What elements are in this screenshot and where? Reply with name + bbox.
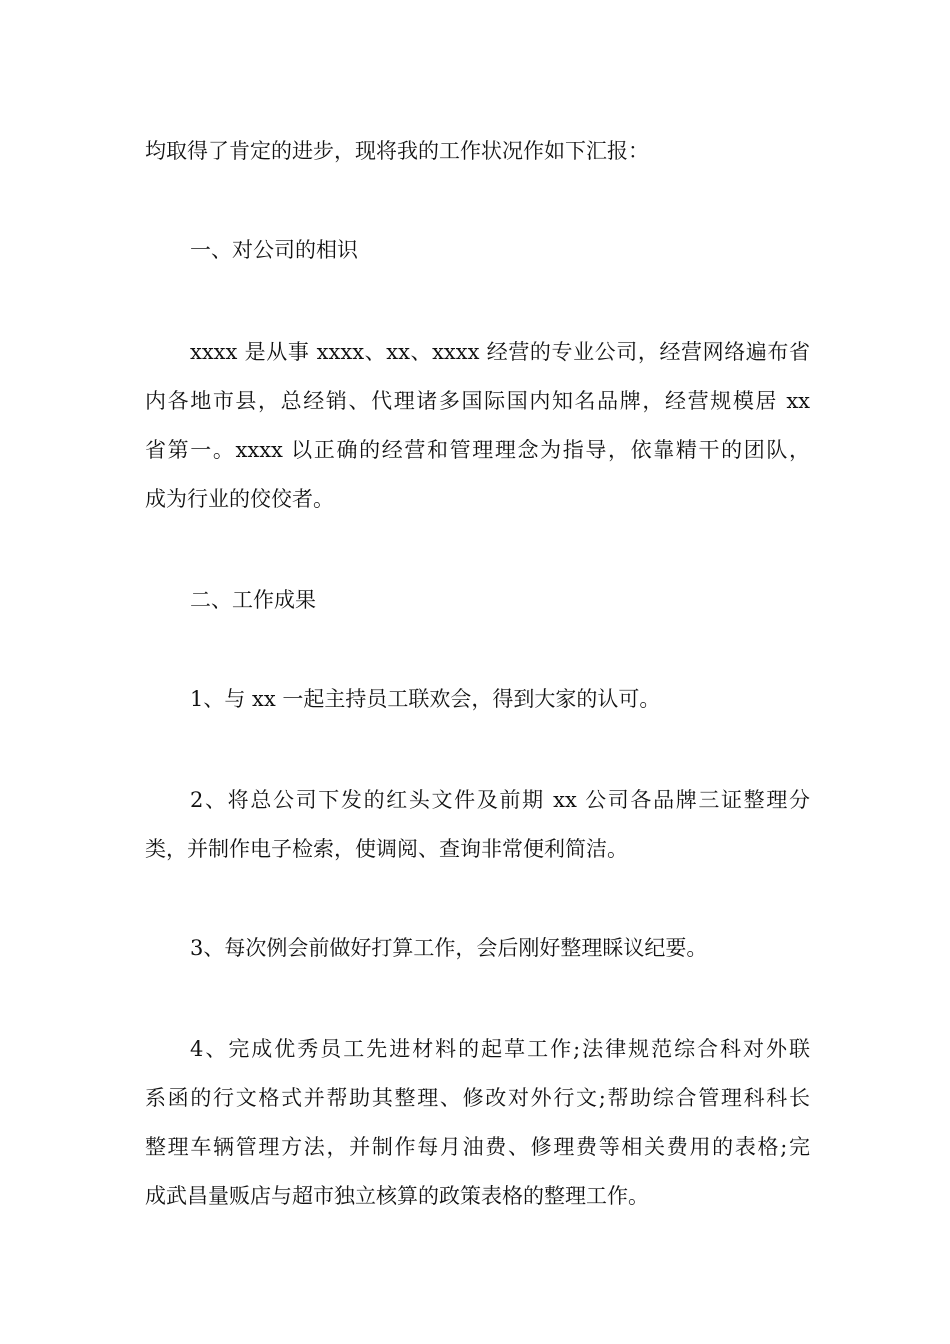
paragraph-company-line-3: 省第一。xxxx 以正确的经营和管理理念为指导，依靠精干的团队， — [145, 438, 810, 462]
paragraph-company-line-2: 内各地市县，总经销、代理诸多国际国内知名品牌，经营规模居 xx — [145, 389, 810, 413]
result-item-4-line-1: 4、完成优秀员工先进材料的起草工作;法律规范综合科对外联 — [190, 1037, 810, 1061]
section-heading-results: 二、工作成果 — [190, 588, 316, 612]
result-item-2-line-2: 类，并制作电子检索，使调阅、查询非常便利简洁。 — [145, 837, 628, 861]
paragraph-company-line-4: 成为行业的佼佼者。 — [145, 487, 334, 511]
result-item-1: 1、与 xx 一起主持员工联欢会，得到大家的认可。 — [190, 687, 661, 711]
result-item-4-line-2: 系函的行文格式并帮助其整理、修改对外行文;帮助综合管理科科长 — [145, 1086, 810, 1110]
paragraph-intro-line: 均取得了肯定的进步，现将我的工作状况作如下汇报： — [145, 139, 649, 163]
result-item-2-line-1: 2、将总公司下发的红头文件及前期 xx 公司各品牌三证整理分 — [190, 788, 810, 812]
section-heading-company: 一、对公司的相识 — [190, 238, 358, 262]
paragraph-company-line-1: xxxx 是从事 xxxx、xx、xxxx 经营的专业公司，经营网络遍布省 — [190, 340, 810, 364]
result-item-3: 3、每次例会前做好打算工作，会后刚好整理睬议纪要。 — [190, 936, 708, 960]
result-item-4-line-3: 整理车辆管理方法，并制作每月油费、修理费等相关费用的表格;完 — [145, 1135, 810, 1159]
result-item-4-line-4: 成武昌量贩店与超市独立核算的政策表格的整理工作。 — [145, 1184, 649, 1208]
